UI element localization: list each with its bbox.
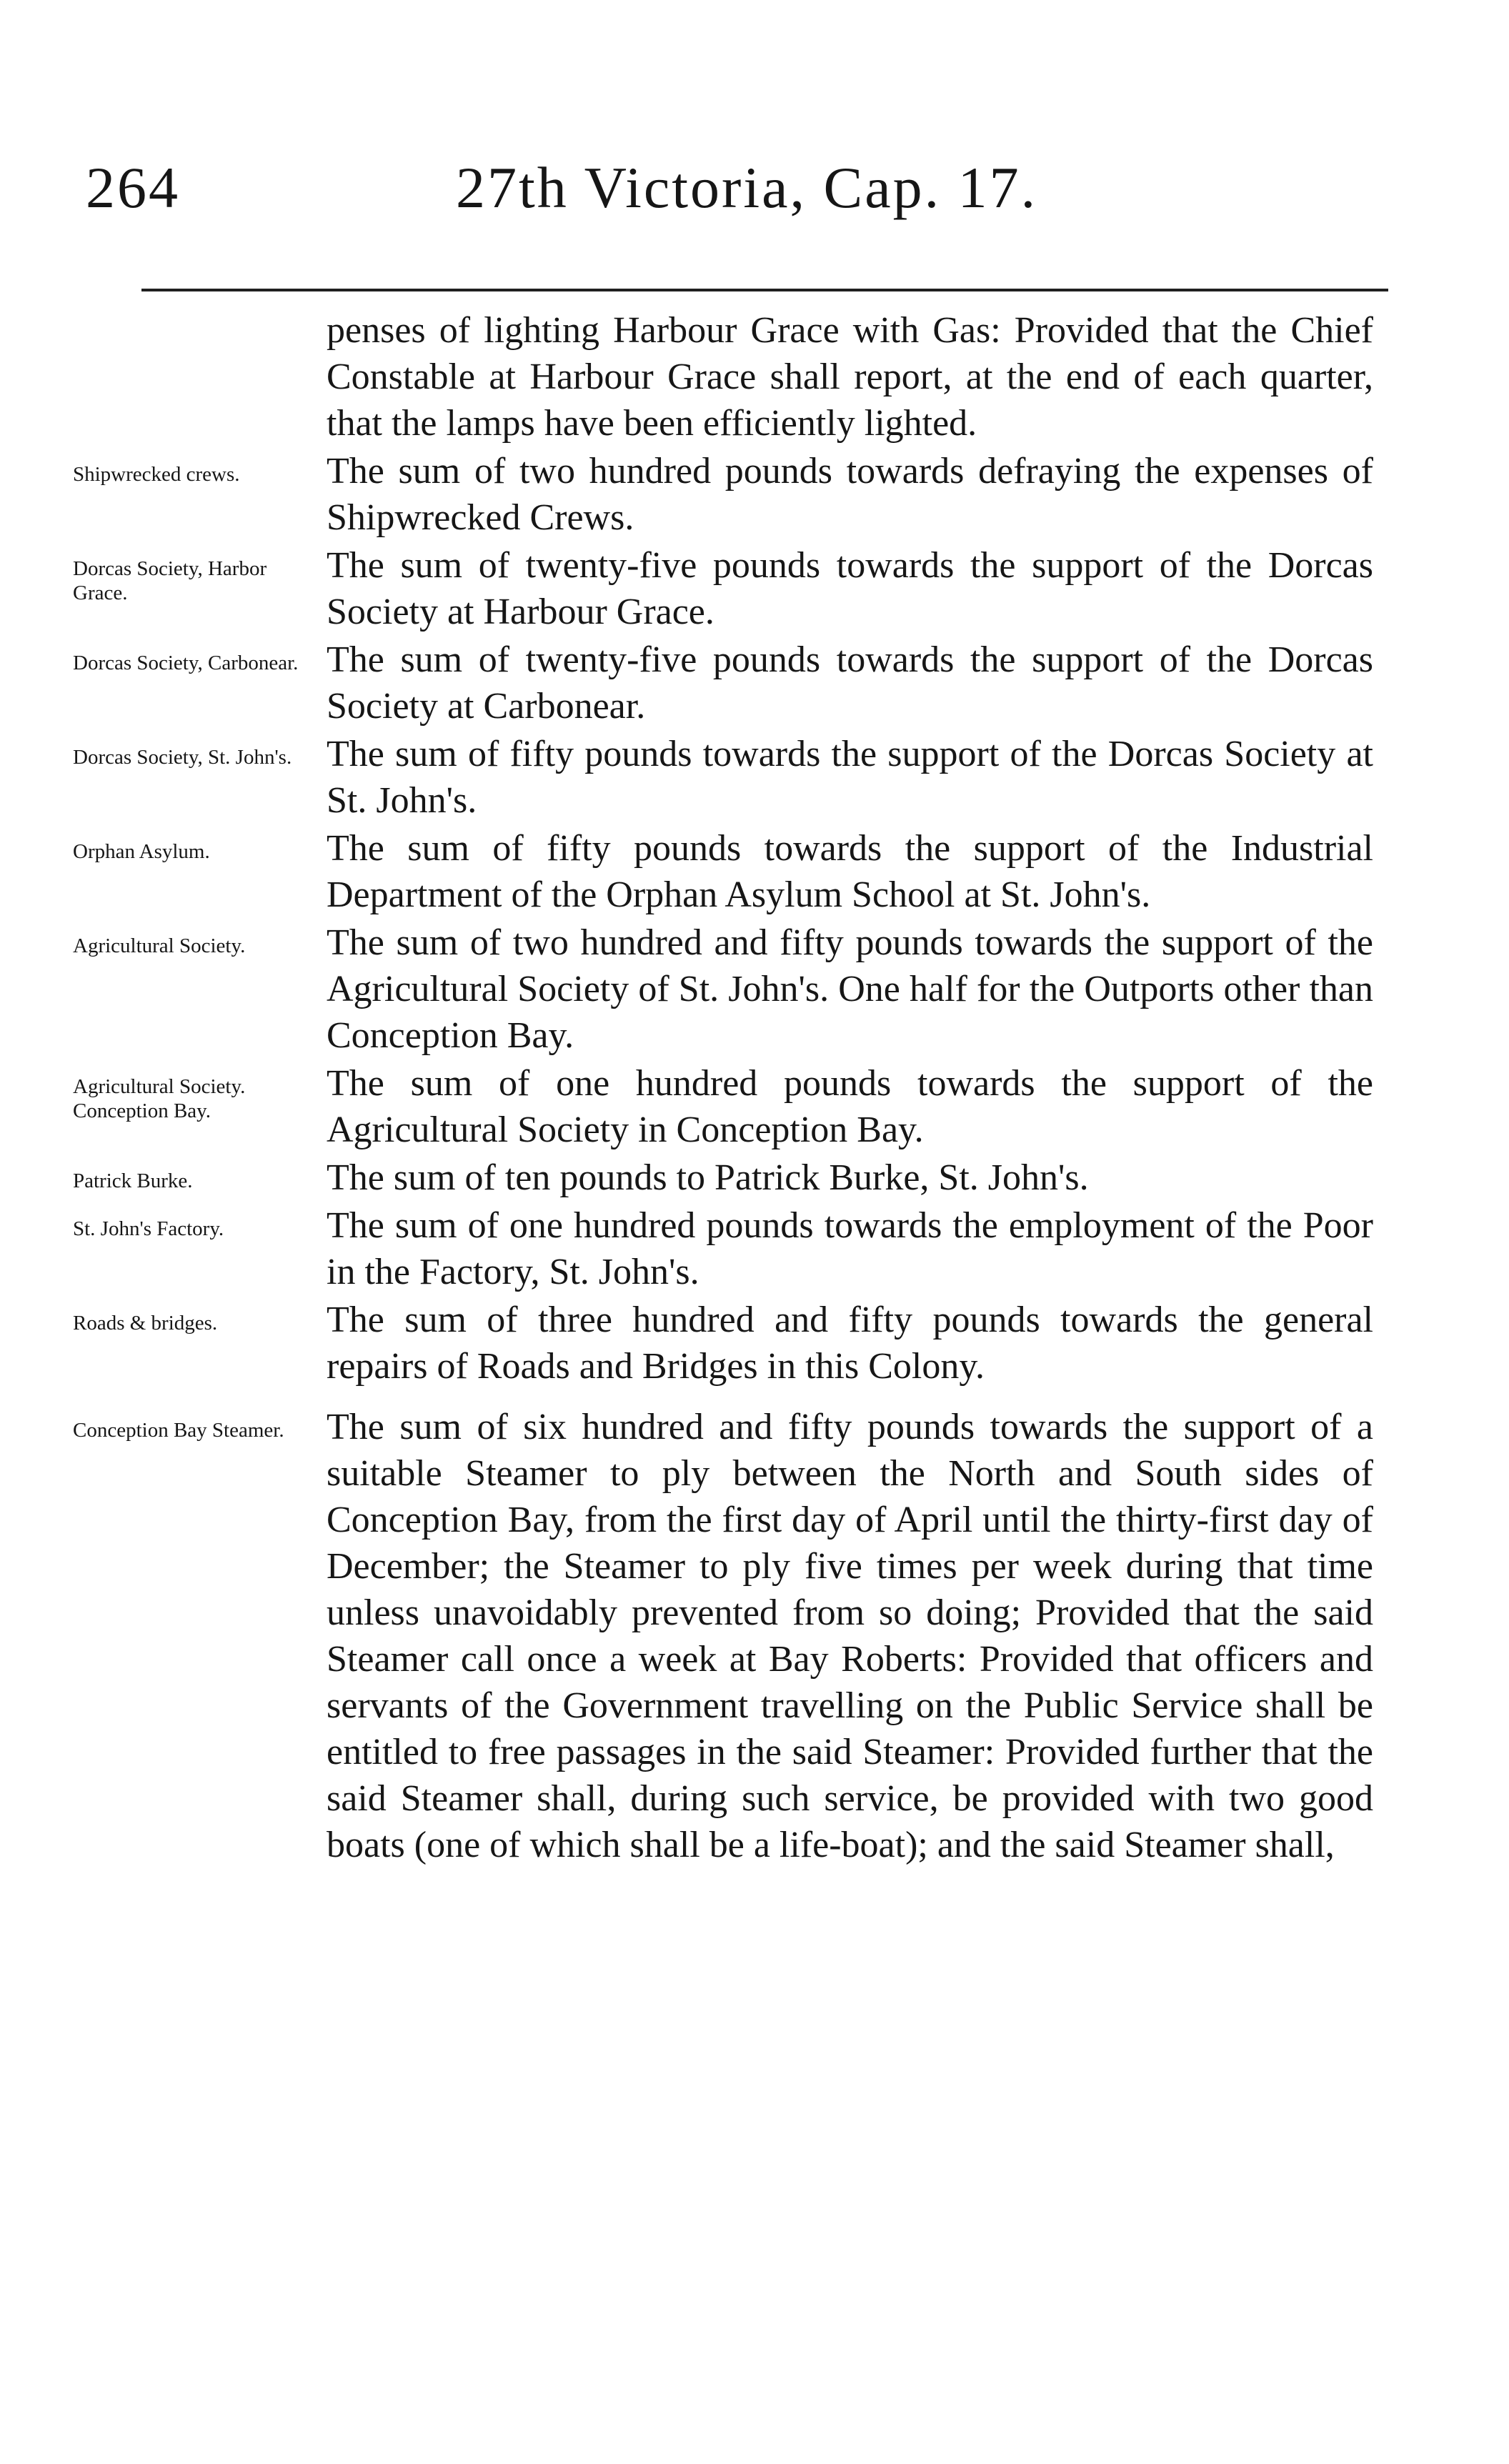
section-roads-bridges [0,1297,1509,1390]
margin-note: Dorcas Society, Carbonear. [73,652,299,674]
paragraph: The sum of one hundred pounds towards the employment of the Poor in the Factory, St. John's. [327,1205,1373,1292]
margin-note: Patrick Burke. [73,1169,193,1192]
section-agricultural-conception-bay [0,1060,1509,1153]
margin-note: Dorcas Society, Harbor Grace. [73,557,267,604]
section-text [327,307,1373,447]
section-gas-lighting [0,307,1509,447]
margin-note: Orphan Asylum. [73,840,210,863]
paragraph: The sum of twenty-five pounds towards the support of the Dorcas Society at Carbonear. [327,639,1373,727]
section-text [327,1297,1373,1390]
section-agricultural-society [0,919,1509,1059]
document-body [0,307,1509,1868]
section-text [327,825,1373,918]
page-header [0,155,1509,244]
section-conception-bay-steamer [0,1404,1509,1868]
header-rule [141,289,1388,291]
margin-note: St. John's Factory. [73,1217,224,1240]
section-orphan-asylum [0,825,1509,918]
section-text [327,637,1373,729]
paragraph: The sum of fifty pounds towards the support of the Industrial Department of the Orphan Asylum School at St. John's. [327,828,1373,915]
paragraph: penses of lighting Harbour Grace with Gas: Provided that the Chief Constable at Harbour Grace shall report, at the end of each quarter, that the lamps have been efficiently lighted. [327,310,1373,444]
running-title: 27th Victoria, Cap. 17. [456,155,1038,220]
section-text [327,1404,1373,1868]
section-patrick-burke [0,1154,1509,1201]
section-dorcas-harbour-grace [0,542,1509,635]
paragraph: The sum of two hundred and fifty pounds towards the support of the Agricultural Society of St. John's. One half for the Outports other than Conception Bay. [327,922,1373,1056]
margin-note: Conception Bay Steamer. [73,1419,284,1442]
section-text [327,1060,1373,1153]
section-st-johns-factory [0,1202,1509,1295]
section-text [327,542,1373,635]
section-text [327,1202,1373,1295]
section-dorcas-carbonear [0,637,1509,729]
margin-note: Agricultural Society. Conception Bay. [73,1075,246,1122]
paragraph: The sum of ten pounds to Patrick Burke, St. John's. [327,1157,1089,1198]
paragraph: The sum of twenty-five pounds towards the support of the Dorcas Society at Harbour Grace. [327,545,1373,632]
paragraph: The sum of six hundred and fifty pounds towards the support of a suitable Steamer to ply between the North and South sides of Conception Bay, from the first day of April until the thirty-first day of December; the Steamer to ply five times per week during that time unless unavoidably prevented from so doing; Provided that the said Steamer call once a week at Bay Roberts: Provided that officers and servants of the Government travelling on the Public Service shall be entitled to free passages in the said Steamer: Provided further that the said Steamer shall, during such service, be provided with two good boats (one of which shall be a life-boat); and the said Steamer shall, [327,1407,1373,1865]
section-text [327,919,1373,1059]
paragraph: The sum of three hundred and fifty pounds towards the general repairs of Roads and Bridges in this Colony. [327,1300,1373,1387]
section-dorcas-st-johns [0,731,1509,824]
margin-note [73,307,316,321]
paragraph: The sum of two hundred pounds towards defraying the expenses of Shipwrecked Crews. [327,451,1373,538]
margin-note: Dorcas Society, St. John's. [73,746,292,769]
paragraph: The sum of one hundred pounds towards the support of the Agricultural Society in Conception Bay. [327,1063,1373,1150]
section-text [327,731,1373,824]
paragraph: The sum of fifty pounds towards the support of the Dorcas Society at St. John's. [327,734,1373,821]
margin-note: Shipwrecked crews. [73,463,240,486]
page-number: 264 [86,155,180,220]
margin-note: Agricultural Society. [73,934,246,957]
section-text [327,448,1373,541]
section-text [327,1154,1373,1201]
margin-note: Roads & bridges. [73,1312,218,1335]
section-shipwrecked-crews [0,448,1509,541]
